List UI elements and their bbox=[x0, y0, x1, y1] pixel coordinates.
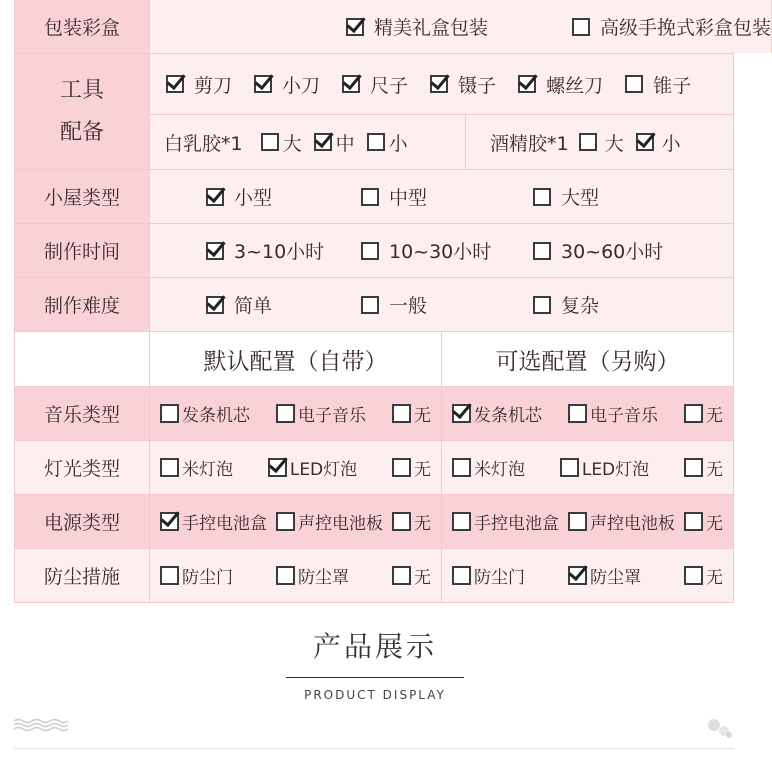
alcohol-glue-group bbox=[466, 115, 681, 169]
option-label: 中型 bbox=[389, 187, 428, 209]
option-label: 大 bbox=[604, 132, 624, 155]
option-label: 电子音乐 bbox=[298, 406, 366, 426]
config-option[interactable] bbox=[568, 563, 641, 588]
option-label: 声控电池板 bbox=[590, 514, 675, 534]
white-glue-large[interactable] bbox=[261, 129, 302, 156]
house-large[interactable] bbox=[533, 183, 599, 210]
tool-awl[interactable] bbox=[625, 71, 691, 98]
config-option[interactable] bbox=[684, 401, 723, 426]
option-label: 防尘罩 bbox=[590, 568, 641, 588]
house-type-label: 小屋类型 bbox=[14, 170, 150, 223]
section-title-cn: 产品展示 bbox=[312, 630, 437, 663]
config-option[interactable] bbox=[452, 563, 525, 588]
option-label: LED灯泡 bbox=[289, 460, 358, 480]
checkbox[interactable] bbox=[314, 133, 332, 151]
option-label: 10~30小时 bbox=[389, 241, 492, 263]
checkbox[interactable] bbox=[261, 133, 279, 151]
option-gift-box[interactable] bbox=[346, 13, 572, 40]
option-label: 精美礼盒包装 bbox=[374, 17, 489, 39]
config-option[interactable] bbox=[392, 509, 431, 534]
option-label: 中 bbox=[335, 132, 355, 155]
option-label: 发条机芯 bbox=[182, 406, 250, 426]
config-row bbox=[14, 549, 734, 603]
config-option[interactable] bbox=[560, 455, 649, 480]
option-handle-box[interactable] bbox=[572, 13, 771, 40]
title-divider bbox=[286, 677, 464, 678]
option-label: 手控电池盒 bbox=[182, 514, 267, 534]
make-time-row bbox=[14, 224, 734, 278]
checkbox[interactable] bbox=[392, 458, 411, 477]
optional-config-options bbox=[442, 549, 734, 602]
config-header bbox=[14, 332, 734, 387]
option-label: 无 bbox=[706, 514, 723, 534]
house-medium[interactable] bbox=[361, 183, 533, 210]
difficulty-easy[interactable] bbox=[206, 291, 361, 318]
packaging-options bbox=[150, 0, 772, 53]
option-label: LED灯泡 bbox=[581, 460, 650, 480]
white-glue-group bbox=[150, 115, 466, 169]
spec-table bbox=[14, 0, 772, 603]
option-label: 小刀 bbox=[282, 74, 321, 97]
option-label: 复杂 bbox=[561, 295, 600, 317]
checkbox[interactable] bbox=[568, 512, 587, 531]
config-row-label: 音乐类型 bbox=[14, 387, 150, 440]
option-label: 大型 bbox=[561, 187, 600, 209]
option-label: 无 bbox=[414, 460, 431, 480]
checkbox[interactable] bbox=[684, 566, 703, 585]
option-label: 发条机芯 bbox=[474, 406, 542, 426]
config-option[interactable] bbox=[160, 455, 233, 480]
config-option[interactable] bbox=[268, 455, 357, 480]
section-title bbox=[0, 625, 750, 702]
checkbox[interactable] bbox=[160, 458, 179, 477]
checkbox[interactable] bbox=[518, 75, 536, 93]
checkbox[interactable] bbox=[254, 75, 272, 93]
house-type-row bbox=[14, 170, 734, 224]
config-option[interactable] bbox=[276, 563, 349, 588]
alcohol-glue-small[interactable] bbox=[636, 129, 681, 156]
time-3-10[interactable] bbox=[206, 237, 361, 264]
tool-tweezers[interactable] bbox=[430, 71, 496, 98]
option-label: 简单 bbox=[234, 295, 273, 317]
house-small[interactable] bbox=[206, 183, 361, 210]
checkbox[interactable] bbox=[533, 242, 551, 260]
config-option[interactable] bbox=[392, 401, 431, 426]
default-config-options bbox=[150, 549, 442, 602]
option-label: 无 bbox=[414, 514, 431, 534]
time-30-60[interactable] bbox=[533, 237, 663, 264]
alcohol-glue-large[interactable] bbox=[579, 129, 624, 156]
alcohol-glue-label: 酒精胶*1 bbox=[490, 132, 569, 155]
option-label: 尺子 bbox=[370, 74, 409, 97]
option-label: 无 bbox=[706, 568, 723, 588]
checkbox[interactable] bbox=[361, 242, 379, 260]
config-row-label: 灯光类型 bbox=[14, 441, 150, 494]
checkbox[interactable] bbox=[533, 188, 551, 206]
default-config-options bbox=[150, 387, 442, 440]
config-option[interactable] bbox=[684, 509, 723, 534]
config-option[interactable] bbox=[452, 401, 542, 426]
checkbox[interactable] bbox=[452, 512, 471, 531]
option-label: 无 bbox=[414, 568, 431, 588]
checkbox[interactable] bbox=[684, 458, 703, 477]
checkbox[interactable] bbox=[579, 133, 597, 151]
checkbox[interactable] bbox=[346, 18, 364, 36]
config-option[interactable] bbox=[392, 563, 431, 588]
optional-config-options bbox=[442, 387, 734, 440]
option-label: 声控电池板 bbox=[298, 514, 383, 534]
tool-knife[interactable] bbox=[254, 71, 320, 98]
checkbox[interactable] bbox=[625, 75, 643, 93]
tools-label bbox=[14, 54, 150, 169]
checkbox[interactable] bbox=[568, 404, 587, 423]
wave-decoration-icon bbox=[14, 718, 68, 732]
option-label: 米灯泡 bbox=[474, 460, 525, 480]
checkbox[interactable] bbox=[276, 512, 295, 531]
white-glue-small[interactable] bbox=[367, 129, 408, 156]
difficulty-row bbox=[14, 278, 734, 332]
difficulty-complex[interactable] bbox=[533, 291, 599, 318]
packaging-label: 包装彩盒 bbox=[14, 0, 150, 53]
checkbox[interactable] bbox=[160, 512, 179, 531]
option-label: 大 bbox=[282, 132, 302, 155]
default-config-options bbox=[150, 495, 442, 548]
house-type-options bbox=[150, 170, 734, 223]
difficulty-options bbox=[150, 278, 734, 331]
checkbox[interactable] bbox=[206, 188, 224, 206]
option-label: 小型 bbox=[234, 187, 273, 209]
option-label: 高级手挽式彩盒包装 bbox=[600, 17, 772, 39]
config-option[interactable] bbox=[452, 455, 525, 480]
config-option[interactable] bbox=[160, 401, 250, 426]
default-config-header: 默认配置（自带） bbox=[150, 332, 442, 386]
config-row-label: 电源类型 bbox=[14, 495, 150, 548]
checkbox[interactable] bbox=[268, 458, 287, 477]
config-option[interactable] bbox=[392, 455, 431, 480]
time-10-30[interactable] bbox=[361, 237, 533, 264]
checkbox[interactable] bbox=[684, 404, 703, 423]
checkbox[interactable] bbox=[572, 18, 590, 36]
checkbox[interactable] bbox=[276, 566, 295, 585]
option-label: 小 bbox=[661, 132, 681, 155]
option-label: 镊子 bbox=[458, 74, 497, 97]
option-label: 一般 bbox=[389, 295, 428, 317]
section-title-en: PRODUCT DISPLAY bbox=[304, 688, 446, 702]
option-label: 螺丝刀 bbox=[546, 74, 604, 97]
option-label: 米灯泡 bbox=[182, 460, 233, 480]
config-option[interactable] bbox=[160, 509, 267, 534]
config-option[interactable] bbox=[160, 563, 233, 588]
difficulty-normal[interactable] bbox=[361, 291, 533, 318]
option-label: 剪刀 bbox=[194, 74, 233, 97]
checkbox[interactable] bbox=[367, 133, 385, 151]
checkbox[interactable] bbox=[160, 404, 179, 423]
config-option[interactable] bbox=[276, 509, 383, 534]
option-label: 电子音乐 bbox=[590, 406, 658, 426]
checkbox[interactable] bbox=[342, 75, 360, 93]
optional-config-options bbox=[442, 495, 734, 548]
tools-row bbox=[14, 54, 734, 170]
config-header-blank bbox=[14, 332, 150, 386]
checkbox[interactable] bbox=[206, 296, 224, 314]
checkbox[interactable] bbox=[452, 458, 471, 477]
tool-screwdriver[interactable] bbox=[518, 71, 603, 98]
checkbox[interactable] bbox=[452, 566, 471, 585]
option-label: 锥子 bbox=[653, 74, 692, 97]
config-row-label: 防尘措施 bbox=[14, 549, 150, 602]
option-label: 手控电池盒 bbox=[474, 514, 559, 534]
checkbox[interactable] bbox=[684, 512, 703, 531]
option-label: 防尘罩 bbox=[298, 568, 349, 588]
dots-decoration-icon bbox=[706, 717, 734, 739]
glue-row bbox=[150, 115, 733, 169]
white-glue-label: 白乳胶*1 bbox=[164, 132, 243, 155]
config-option[interactable] bbox=[276, 401, 366, 426]
option-label: 无 bbox=[414, 406, 431, 426]
option-label: 30~60小时 bbox=[561, 241, 664, 263]
checkbox[interactable] bbox=[276, 404, 295, 423]
bottom-divider bbox=[14, 748, 734, 749]
difficulty-label: 制作难度 bbox=[14, 278, 150, 331]
checkbox[interactable] bbox=[430, 75, 448, 93]
optional-config-header: 可选配置（另购） bbox=[442, 332, 734, 386]
config-option[interactable] bbox=[568, 401, 658, 426]
checkbox[interactable] bbox=[568, 566, 587, 585]
option-label: 防尘门 bbox=[474, 568, 525, 588]
config-rows bbox=[14, 387, 734, 603]
checkbox[interactable] bbox=[166, 75, 184, 93]
make-time-options bbox=[150, 224, 734, 277]
option-label: 无 bbox=[706, 406, 723, 426]
checkbox[interactable] bbox=[392, 404, 411, 423]
checkbox[interactable] bbox=[452, 404, 471, 423]
checkbox[interactable] bbox=[533, 296, 551, 314]
tools-label-line2: 配备 bbox=[59, 119, 104, 145]
checkbox[interactable] bbox=[160, 566, 179, 585]
tool-scissors[interactable] bbox=[166, 71, 232, 98]
tool-ruler[interactable] bbox=[342, 71, 408, 98]
option-label: 防尘门 bbox=[182, 568, 233, 588]
config-row bbox=[14, 387, 734, 441]
checkbox[interactable] bbox=[361, 296, 379, 314]
checkbox[interactable] bbox=[636, 133, 654, 151]
white-glue-medium[interactable] bbox=[314, 129, 355, 156]
option-label: 小 bbox=[388, 132, 408, 155]
config-option[interactable] bbox=[452, 509, 559, 534]
config-row bbox=[14, 495, 734, 549]
checkbox[interactable] bbox=[361, 188, 379, 206]
checkbox[interactable] bbox=[392, 512, 411, 531]
optional-config-options bbox=[442, 441, 734, 494]
checkbox[interactable] bbox=[560, 458, 579, 477]
make-time-label: 制作时间 bbox=[14, 224, 150, 277]
option-label: 3~10小时 bbox=[234, 241, 325, 263]
config-option[interactable] bbox=[684, 455, 723, 480]
tools-label-line1: 工具 bbox=[59, 77, 104, 103]
option-label: 无 bbox=[706, 460, 723, 480]
config-option[interactable] bbox=[684, 563, 723, 588]
checkbox[interactable] bbox=[392, 566, 411, 585]
default-config-options bbox=[150, 441, 442, 494]
config-option[interactable] bbox=[568, 509, 675, 534]
tools-list bbox=[150, 54, 733, 115]
tools-options bbox=[150, 54, 734, 169]
checkbox[interactable] bbox=[206, 242, 224, 260]
packaging-row bbox=[14, 0, 772, 54]
config-row bbox=[14, 441, 734, 495]
